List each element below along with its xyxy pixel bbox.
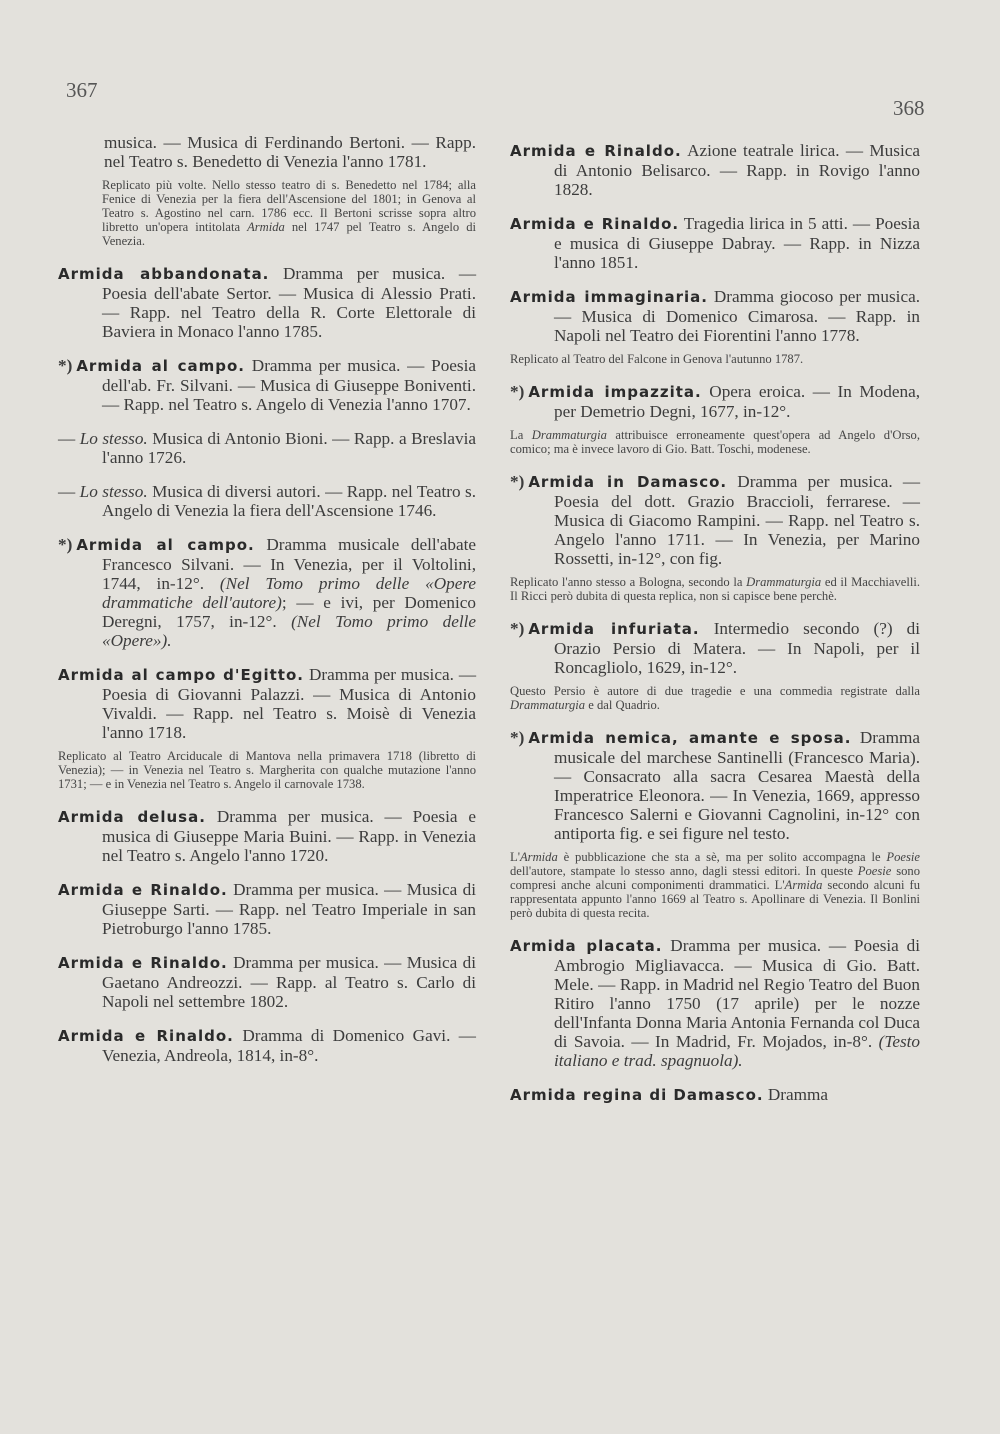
note-text: attribuisce erroneamente quest'opera ad Angelo d'Orso, comico; ma è invece lavoro di Gio. Batt. Toschi, modenese. [510, 428, 920, 456]
note-text: La [510, 428, 532, 442]
entry-text: Dramma per musica. — Poesia dell'ab. Fr. Silvani. — Musica di Giuseppe Boniventi. — Rapp. nel Teatro s. Angelo di Venezia l'anno 1707. [102, 356, 477, 414]
entry-text: Musica di Antonio Bioni. — Rapp. a Breslavia l'anno 1726. [102, 429, 477, 467]
entry-asterisk: *) [510, 619, 525, 638]
footnote [510, 352, 920, 366]
entry-asterisk: *) [510, 728, 525, 747]
entry-title: Armida impazzita. [528, 383, 702, 401]
entry-title: Armida e Rinaldo. [58, 954, 228, 972]
entry [510, 214, 920, 272]
entry-title: Armida delusa. [58, 808, 206, 826]
note-text: sono compresi anche alcuni componimenti drammatici. L' [510, 864, 920, 892]
entry-title: Armida e Rinaldo. [58, 881, 228, 899]
note-text: nel 1747 pel Teatro s. Angelo di Venezia. [102, 220, 476, 248]
note-italic-text: Armida [247, 220, 285, 234]
entry [58, 356, 476, 414]
footnote [510, 684, 920, 712]
entry-title: Armida e Rinaldo. [58, 1027, 234, 1045]
entry [510, 619, 920, 677]
entry-text: Dramma [767, 1085, 829, 1104]
entry-asterisk: *) [510, 382, 525, 401]
entry [58, 953, 476, 1011]
entry-text: Azione teatrale lirica. — Musica di Antonio Belisarco. — Rapp. in Rovigo l'anno 1828. [554, 141, 920, 199]
note-text: dell'autore, stampate lo stesso anno, dagli stessi editori. In queste [510, 864, 858, 878]
entry-italic-text: (Nel Tomo primo delle «Opere drammatiche dell'autore) [102, 574, 477, 612]
entry [58, 665, 476, 742]
note-italic-text: Armida [784, 878, 823, 892]
note-text: L' [510, 850, 520, 864]
footnote [510, 850, 920, 920]
entry-text: Dramma per musica. — Musica di Giuseppe Sarti. — Rapp. nel Teatro Imperiale in san Pietroburgo l'anno 1785. [102, 880, 476, 938]
entry-text: Tragedia lirica in 5 atti. — Poesia e musica di Giuseppe Dabray. — Rapp. in Nizza l'anno 1851. [554, 214, 920, 272]
entry-text: Musica di diversi autori. — Rapp. nel Teatro s. Angelo di Venezia la fiera dell'Ascensione 1746. [102, 482, 477, 520]
entry-asterisk: *) [58, 535, 73, 554]
entry-text: Dramma musicale del marchese Santinelli (Francesco Maria). — Consacrato alla sacra Cesarea Maestà della Imperatrice Eleonora. — In Venezia, 1669, appresso Francesco Salerni e Giovanni Cagnolini, in-12° con antiporta fig. e sei figure nel testo. [554, 728, 921, 843]
entry-title: Armida al campo. [76, 357, 246, 375]
entry [58, 880, 476, 938]
entry [58, 807, 476, 865]
right-column [510, 141, 920, 1120]
entry-continuation [58, 133, 476, 171]
note-italic-text: Drammaturgia [746, 575, 822, 589]
entry-title: Armida placata. [510, 937, 663, 955]
note-italic-text: Drammaturgia [531, 428, 607, 442]
footnote [58, 749, 476, 791]
entry-text: Dramma per musica. — Poesia di Ambrogio Migliavacca. — Musica di Gio. Batt. Mele. — Rapp. in Madrid nel Regio Teatro del Buon Ritiro l'anno 1750 (17 aprile) per le nozze dell'Infanta Donna Maria Antonia Fernanda col Duca di Savoia. — In Madrid, Fr. Mojados, in-8°. [554, 936, 920, 1051]
entry [58, 264, 476, 341]
entry-italic-text: (Nel Tomo primo delle «Opere»). [102, 612, 477, 650]
entry-asterisk: *) [58, 356, 73, 375]
entry-text: Dramma per musica. — Musica di Gaetano Andreozzi. — Rapp. al Teatro s. Carlo di Napoli nel settembre 1802. [102, 953, 476, 1011]
entry-title: Armida nemica, amante e sposa. [528, 729, 852, 747]
entry [510, 1085, 920, 1105]
entry-title: Armida al campo d'Egitto. [58, 666, 304, 684]
entry-text: Dramma per musica. — Poesia del dott. Grazio Braccioli, ferrarese. — Musica di Giacomo Rampini. — Rapp. nel Teatro s. Angelo l'anno 1711. — In Venezia, per Marino Rossetti, in-12°, con fig. [554, 472, 921, 568]
entry-text: Dramma musicale dell'abate Francesco Silvani. — In Venezia, per il Voltolini, 1744, in-12°. [102, 535, 477, 593]
note-text: Replicato l'anno stesso a Bologna, secondo la [510, 575, 747, 589]
note-italic-text: Poesie [886, 850, 920, 864]
note-text: ed il Macchiavelli. Il Ricci però dubita di questa replica, non si capisce bene perchè. [510, 575, 920, 603]
footnote [510, 428, 920, 456]
entry-text: Opera eroica. — In Modena, per Demetrio Degni, 1677, in-12°. [554, 382, 921, 421]
entry-title: Armida al campo. [76, 536, 255, 554]
entry-title: Armida infuriata. [528, 620, 700, 638]
note-text: è pubblicazione che sta a sè, ma per solito accompagna le [557, 850, 887, 864]
entry-title: Armida immaginaria. [510, 288, 708, 306]
entry-text: musica. — Musica di Ferdinando Bertoni. — Rapp. nel Teatro s. Benedetto di Venezia l'anno 1781. [104, 133, 476, 171]
entry-same [58, 429, 476, 467]
page-number-left: 367 [66, 78, 98, 102]
entry [510, 141, 920, 199]
note-italic-text: Poesie [857, 864, 892, 878]
entry-title: Armida abbandonata. [58, 265, 270, 283]
entry [510, 936, 920, 1070]
entry-text: ; — e ivi, per Domenico Deregni, 1757, in-12°. [102, 593, 476, 631]
entry-text: Dramma di Domenico Gavi. — Venezia, Andreola, 1814, in-8°. [102, 1026, 476, 1065]
footnote [58, 178, 476, 248]
entry-text: Dramma per musica. — Poesia dell'abate Sertor. — Musica di Alessio Prati. — Rapp. nel Teatro della R. Corte Elettorale di Baviera in Monaco l'anno 1785. [102, 264, 477, 341]
entry [58, 1026, 476, 1065]
entry-same [58, 482, 476, 520]
entry-italic-text: (Testo italiano e trad. spagnuola). [554, 1032, 920, 1070]
footnote [510, 575, 920, 603]
entry [58, 535, 476, 650]
note-text: Replicato al Teatro Arciducale di Mantova nella primavera 1718 (libretto di Venezia); — in Venezia nel Teatro s. Margherita con qualche mutazione l'anno 1731; — e in Venezia nel Teatro s. Angelo il carnovale 1738. [58, 749, 476, 791]
entry-text: Dramma per musica. — Poesia di Giovanni Palazzi. — Musica di Antonio Vivaldi. — Rapp. nel Teatro s. Moisè di Venezia l'anno 1718. [102, 665, 477, 742]
entry-title-italic: Lo stesso. [79, 429, 148, 448]
entry-text: Dramma per musica. — Poesia e musica di Giuseppe Maria Buini. — Rapp. in Venezia nel Teatro s. Angelo l'anno 1720. [102, 807, 477, 865]
note-text: Replicato più volte. Nello stesso teatro di s. Benedetto nel 1784; alla Fenice di Venezia per la fiera dell'Ascensione del 1801; in Genova al Teatro s. Agostino nel carn. 1786 ecc. Il Bertoni scrisse sopra altro libretto un'opera intitolata [102, 178, 476, 234]
note-text: Questo Persio è autore di due tragedie e una commedia registrate dalla [510, 684, 920, 698]
entry-title: Armida regina di Damasco. [510, 1086, 764, 1104]
entry [510, 472, 920, 568]
entry-dash: — [58, 482, 80, 501]
entry-title-italic: Lo stesso. [79, 482, 148, 501]
note-text: Replicato al Teatro del Falcone in Genova l'autunno 1787. [510, 352, 804, 366]
entry-asterisk: *) [510, 472, 525, 491]
note-text: e dal Quadrio. [585, 698, 660, 712]
note-text: secondo alcuni fu rappresentata appunto l'anno 1669 al Teatro s. Apollinare di Venezia. Il Bonlini però dubita di questa recita. [510, 878, 921, 920]
page-number-right: 368 [893, 96, 925, 120]
entry-title: Armida e Rinaldo. [510, 142, 682, 160]
entry-text: Dramma giocoso per musica. — Musica di Domenico Cimarosa. — Rapp. in Napoli nel Teatro dei Fiorentini l'anno 1778. [554, 287, 921, 345]
note-italic-text: Drammaturgia [510, 698, 586, 712]
entry [510, 382, 920, 421]
entry [510, 287, 920, 345]
entry-dash: — [58, 429, 80, 448]
left-column [58, 133, 476, 1080]
entry [510, 728, 920, 843]
note-italic-text: Armida [519, 850, 558, 864]
entry-title: Armida in Damasco. [528, 473, 728, 491]
entry-text: Intermedio secondo (?) di Orazio Persio di Matera. — In Napoli, per il Roncagliolo, 1629, in-12°. [554, 619, 921, 677]
entry-title: Armida e Rinaldo. [510, 215, 680, 233]
